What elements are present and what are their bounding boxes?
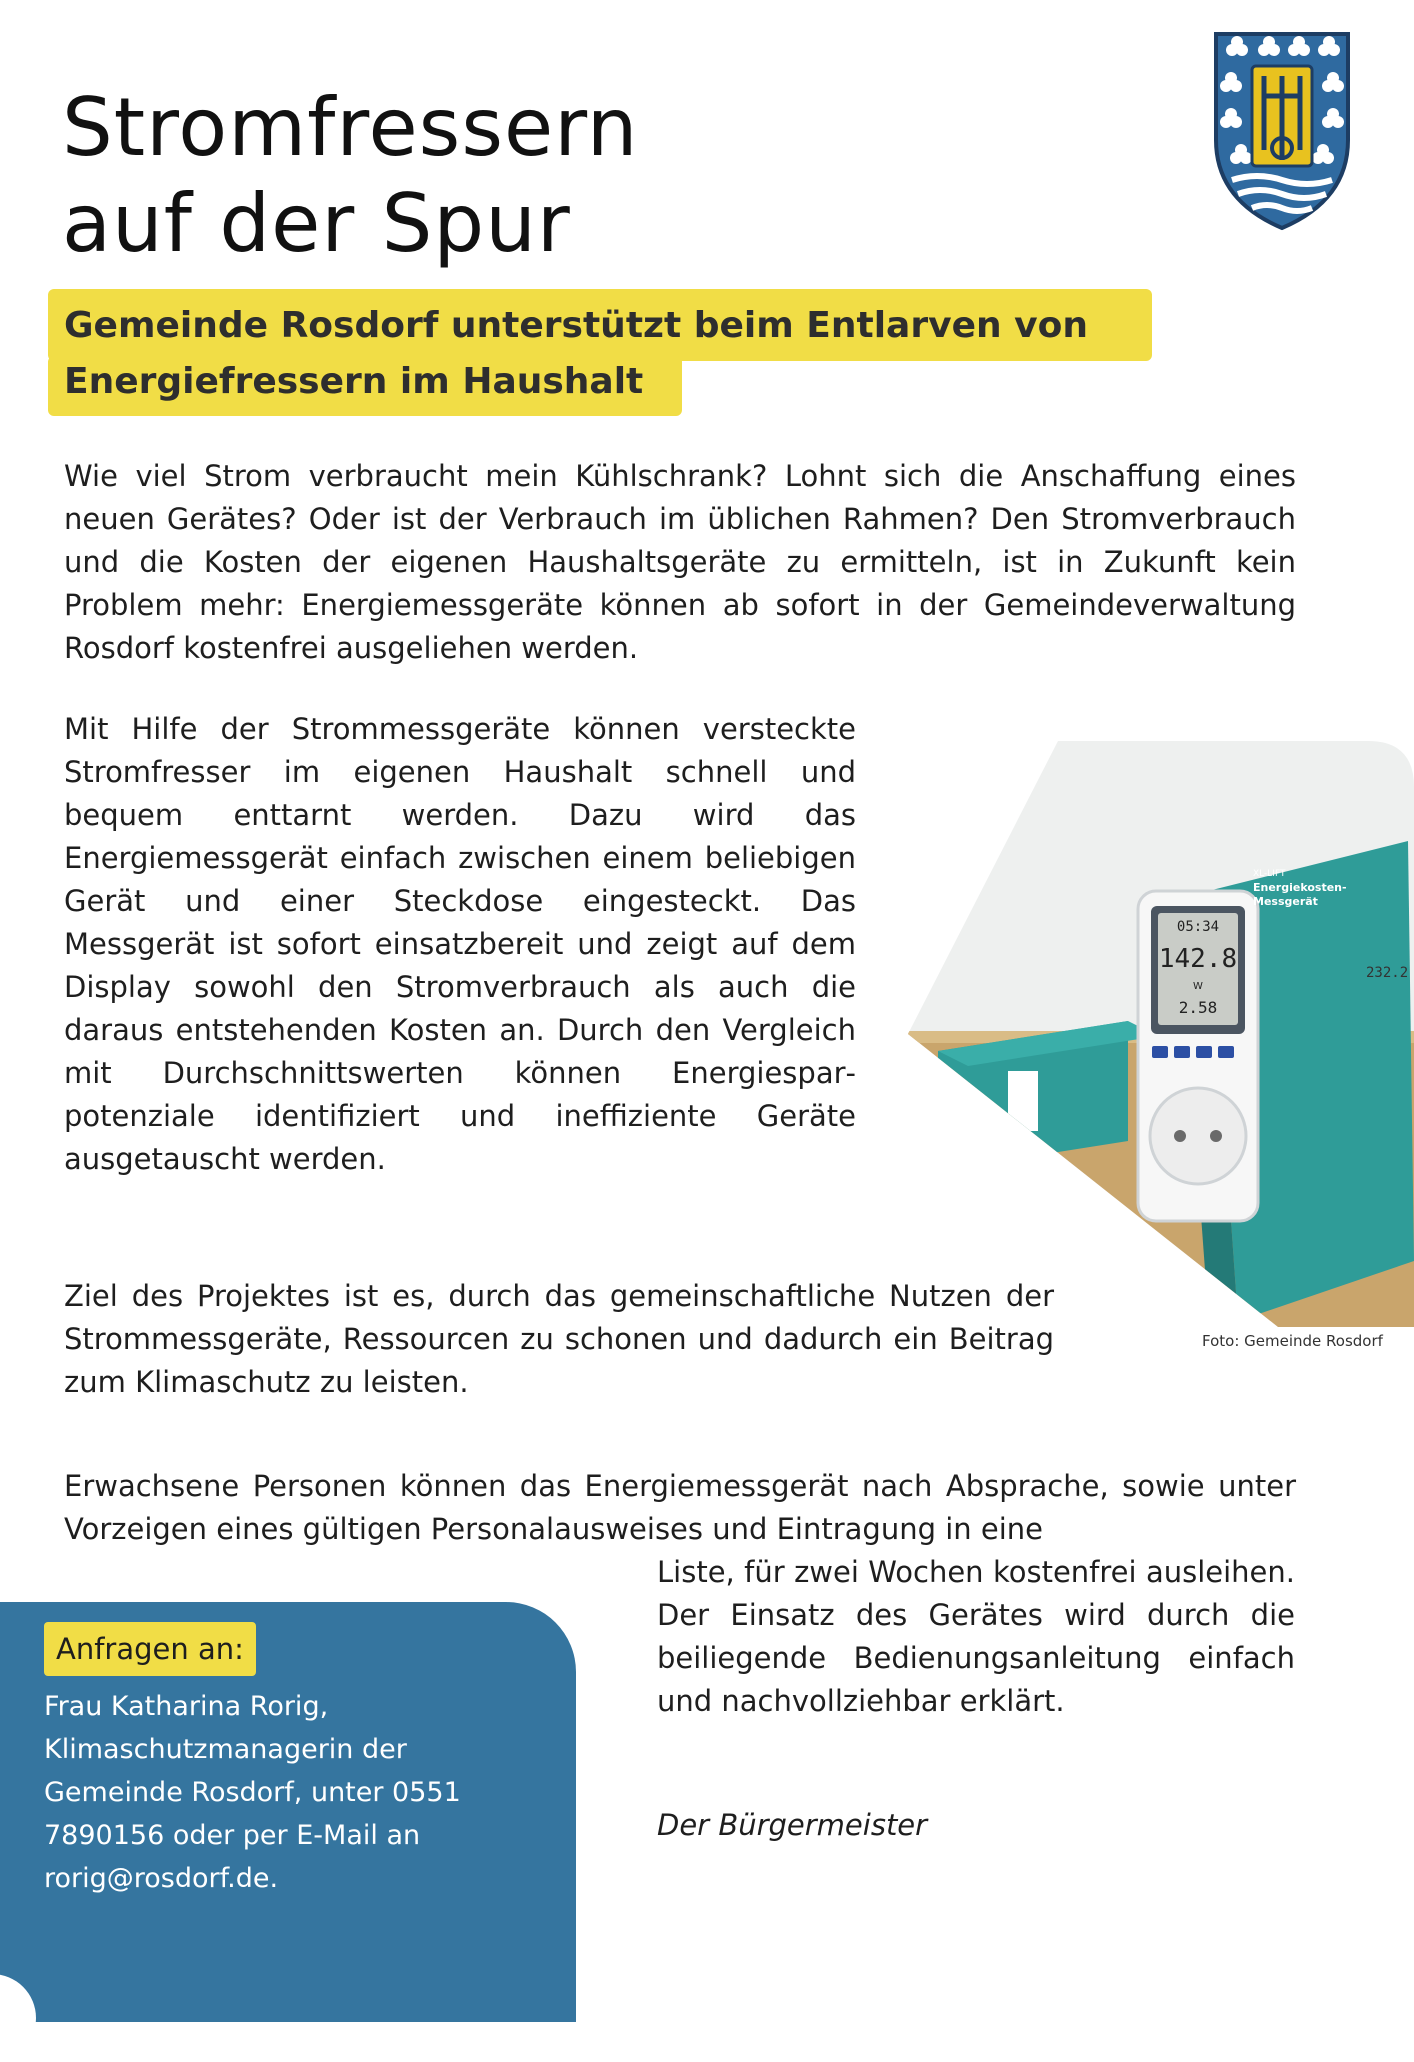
device-photo xyxy=(908,741,1414,1327)
photo-caption: Foto: Gemeinde Rosdorf xyxy=(1202,1332,1383,1350)
box-title-1: Energiekosten- xyxy=(1253,881,1347,894)
subtitle xyxy=(64,298,1088,410)
title-line-2: auf der Spur xyxy=(62,177,571,270)
box-side-reading: 232.2 xyxy=(1366,965,1409,981)
usage-paragraph: Mit Hilfe der Strommessgeräte können versteckte Stromfresser im eigenen Haushalt schnell und bequem enttarnt werden. Dazu wird das Energiemessgerät einfach zwischen einem beliebigen Gerät und einer Steckdose eingesteckt. Das Messgerät ist sofort einsatzbereit und zeigt auf dem Display sowohl den Stromverbrauch als auch die daraus entstehenden Kosten an. Durch den Vergleich mit Durchschnittswerten können Energiesparpotenziale identifiziert und ineffiziente Geräte ausgetauscht werden. xyxy=(64,712,856,1176)
crest-icon xyxy=(1212,30,1352,232)
display-unit: W xyxy=(1193,981,1203,992)
box-brand: XL-LIFT xyxy=(1253,869,1286,879)
signature: Der Bürgermeister xyxy=(657,1808,928,1842)
goal-paragraph: Ziel des Projektes ist es, durch das gemeinschaftliche Nutzen der Strommessgeräte, Ressourcen zu schonen und dadurch ein Beitrag zum Klimaschutz zu leisten. xyxy=(64,1279,1054,1399)
intro-paragraph: Wie viel Strom verbraucht mein Kühlschrank? Lohnt sich die Anschaffung eines neuen Gerätes? Oder ist der Verbrauch im üblichen Rahmen? Den Stromverbrauch und die Kosten der eigenen Haushaltsgeräte zu ermitteln, ist in Zukunft kein Problem mehr: Energiemessgeräte können ab sofort in der Gemeindeverwaltung Rosdorf kostenfrei ausgeliehen werden. xyxy=(64,459,1296,665)
display-time: 05:34 xyxy=(1176,919,1220,935)
page-title xyxy=(62,80,638,272)
display-cost: 2.58 xyxy=(1178,998,1218,1017)
subtitle-line-2: Energiefressern im Haushalt xyxy=(64,361,644,402)
box-title-2: Messgerät xyxy=(1253,895,1318,908)
subtitle-line-1: Gemeinde Rosdorf unterstützt beim Entlarven von xyxy=(64,305,1088,346)
loan-paragraph-2: Liste, für zwei Wochen kostenfrei ausleihen. Der Einsatz des Gerätes wird durch die beiliegende Bedienungsanleitung einfach und nachvollziehbar erklärt. xyxy=(657,1555,1295,1718)
loan-paragraph-1: Erwachsene Personen können das Energiemessgerät nach Absprache, sowie unter Vorzeigen eines gültigen Personalausweises und Eintragung in eine xyxy=(64,1469,1296,1546)
display-voltage: 142.8 xyxy=(1158,944,1238,974)
contact-text: Frau Katharina Rorig, Klimaschutzmanagerin der Gemeinde Rosdorf, unter 0551 7890156 oder per E-Mail an rorig@rosdorf.de. xyxy=(44,1691,461,1894)
contact-label: Anfragen an: xyxy=(44,1622,256,1676)
title-line-1: Stromfressern xyxy=(62,81,639,174)
